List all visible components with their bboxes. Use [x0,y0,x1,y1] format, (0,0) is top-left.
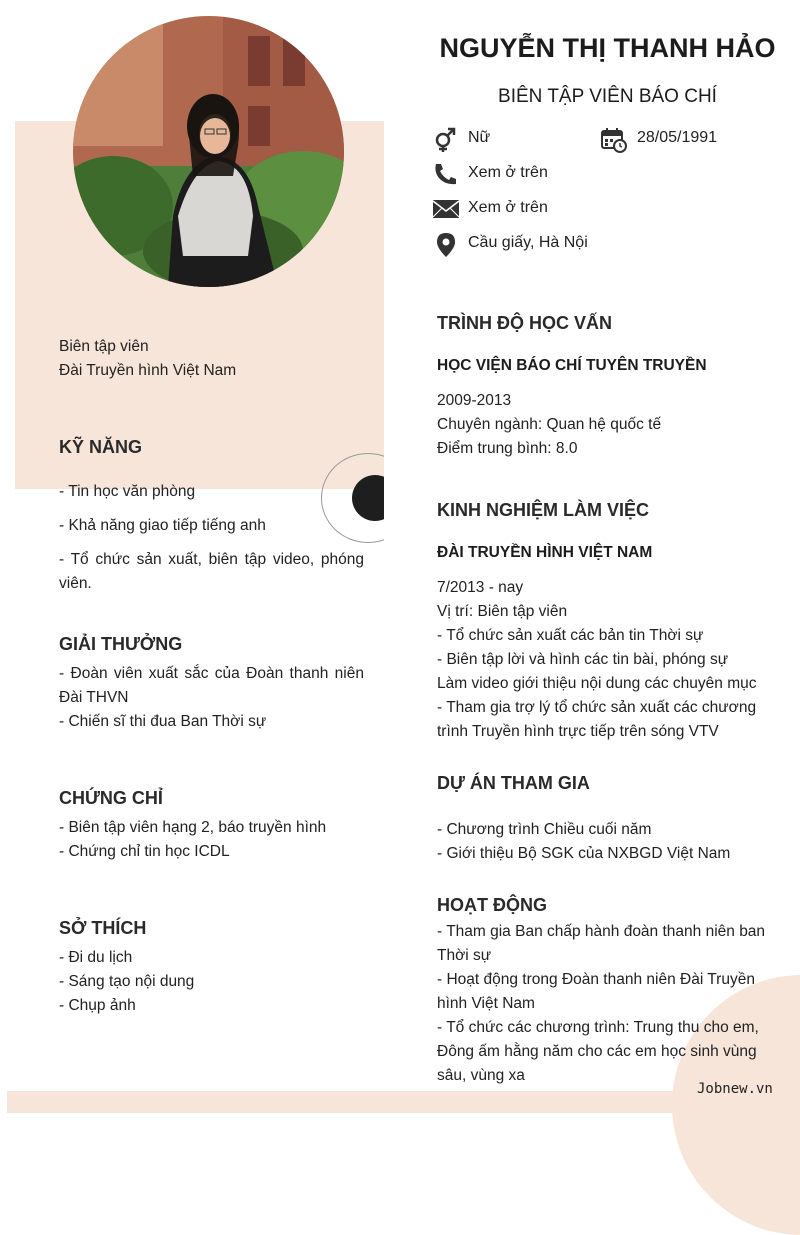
birthdate-value: 28/05/1991 [637,129,718,146]
hobby-item: - Đi du lịch [59,949,133,966]
certificate-item: - Chứng chỉ tin học ICDL [59,843,230,860]
award-item: - Đoàn viên xuất sắc của Đoàn thanh niên Đài THVN [59,665,364,706]
location-icon [436,232,456,263]
hobby-item: - Chụp ảnh [59,997,136,1014]
email-value: Xem ở trên [468,199,548,216]
gender-value: Nữ [468,129,491,146]
experience-line: trình Truyền hình trực tiếp trên sóng VTV [437,723,719,740]
education-line: Chuyên ngành: Quan hệ quốc tế [437,416,662,433]
project-item: - Chương trình Chiều cuối năm [437,821,652,838]
activity-line: sâu, vùng xa [437,1067,525,1084]
intro-organization: Đài Truyền hình Việt Nam [59,362,237,379]
activity-line: - Tổ chức các chương trình: Trung thu cho em, [437,1019,759,1036]
phone-icon [433,162,459,191]
hobby-item: - Sáng tạo nội dung [59,973,195,990]
candidate-name: NGUYỄN THỊ THANH HẢO [439,33,776,63]
experience-title: KINH NGHIỆM LÀM VIỆC [437,500,650,520]
education-title: TRÌNH ĐỘ HỌC VẤN [437,313,612,333]
mail-icon [433,199,459,224]
awards-title: GIẢI THƯỞNG [59,634,183,654]
activities-title: HOẠT ĐỘNG [437,895,547,915]
calendar-icon [601,127,627,158]
hobbies-title: SỞ THÍCH [59,918,147,938]
experience-line: - Biên tập lời và hình các tin bài, phóng sự [437,651,729,668]
phone-value: Xem ở trên [468,164,548,181]
education-line: 2009-2013 [437,392,512,409]
award-item: - Chiến sĩ thi đua Ban Thời sự [59,713,267,730]
address-value: Cầu giấy, Hà Nội [468,234,588,251]
activity-line: - Hoạt động trong Đoàn thanh niên Đài Truyền [437,971,755,988]
skill-item: - Khả năng giao tiếp tiếng anh [59,517,266,534]
education-line: Điểm trung bình: 8.0 [437,440,578,457]
profile-photo [73,16,344,287]
experience-line: - Tham gia trợ lý tổ chức sản xuất các chương [437,699,757,716]
profile-photo-illustration [73,16,344,287]
activity-line: hình Việt Nam [437,995,535,1012]
project-item: - Giới thiệu Bộ SGK của NXBGD Việt Nam [437,845,731,862]
education-school: HỌC VIỆN BÁO CHÍ TUYÊN TRUYỀN [437,357,707,374]
skills-title: KỸ NĂNG [59,437,143,457]
certificate-item: - Biên tập viên hạng 2, báo truyền hình [59,819,327,836]
experience-line: Vị trí: Biên tập viên [437,603,568,620]
watermark: Jobnew.vn [697,1081,773,1097]
activity-line: - Tham gia Ban chấp hành đoàn thanh niên ban [437,923,766,940]
activity-line: Đông ấm hằng năm cho các em học sinh vùng [437,1043,757,1060]
activity-line: Thời sự [437,947,492,964]
skill-item: - Tin học văn phòng [59,483,196,500]
projects-title: DỰ ÁN THAM GIA [437,773,590,793]
experience-line: - Tổ chức sản xuất các bản tin Thời sự [437,627,704,644]
skill-item: - Tổ chức sản xuất, biên tập video, phóng viên. [59,551,364,592]
job-title: BIÊN TẬP VIÊN BÁO CHÍ [498,86,717,107]
bottom-accent-band [7,1091,800,1113]
experience-line: 7/2013 - nay [437,579,524,596]
experience-line: Làm video giới thiệu nội dung các chuyên mục [437,675,757,692]
intro-position: Biên tập viên [59,338,149,355]
experience-company: ĐÀI TRUYỀN HÌNH VIỆT NAM [437,544,653,561]
gender-icon [433,126,457,157]
decorative-mask [384,440,424,555]
certificates-title: CHỨNG CHỈ [59,788,163,808]
